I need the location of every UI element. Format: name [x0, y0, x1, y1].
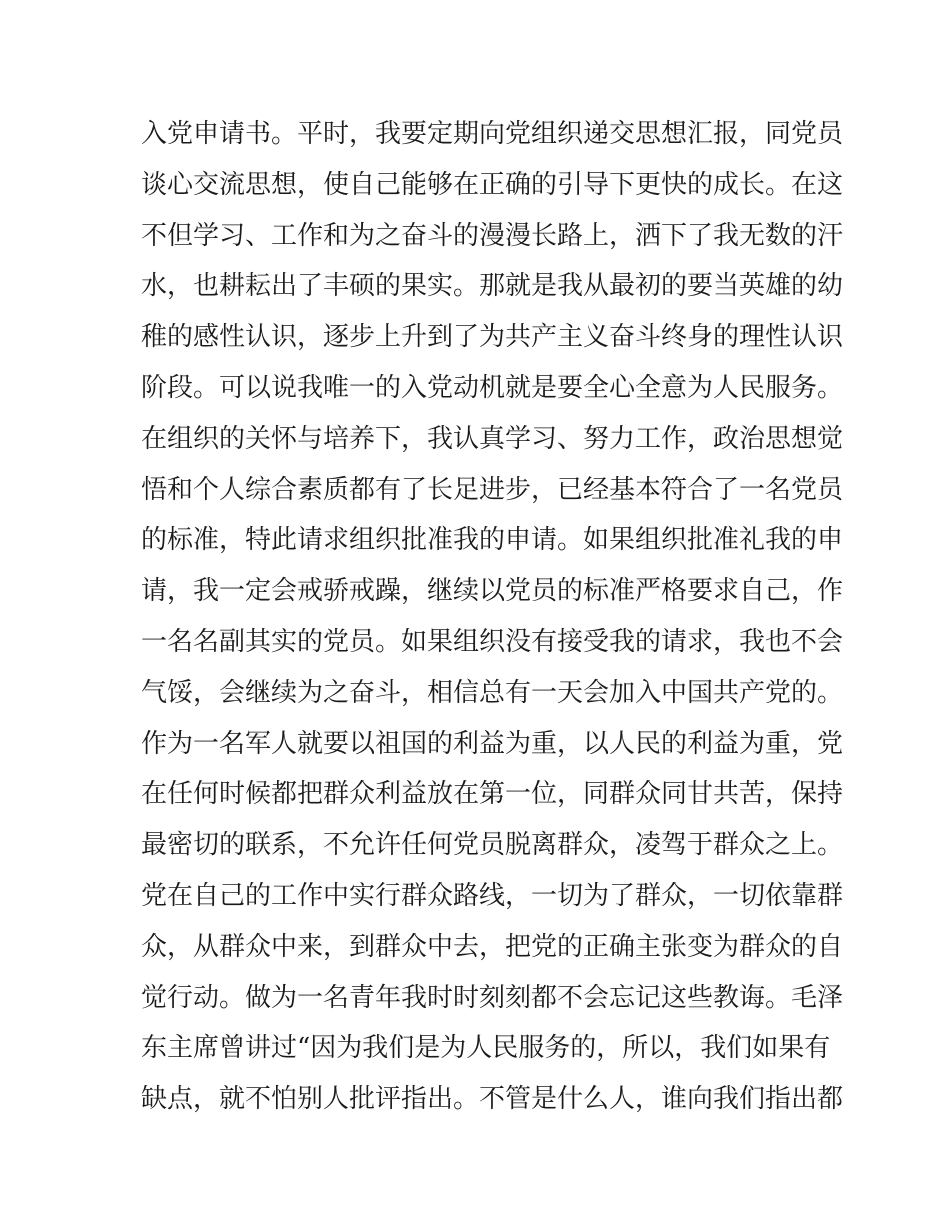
text-line: 谈心交流思想，使自己能够在正确的引导下更快的成长。在这 — [141, 169, 844, 200]
text-line: 入党申请书。平时，我要定期向党组织递交思想汇报，同党员 — [141, 119, 844, 149]
text-line: 一名名副其实的党员。如果组织没有接受我的请求，我也不会 — [141, 626, 844, 657]
text-line: 东主席曾讲过“因为我们是为人民服务的，所以，我们如果有 — [141, 1033, 831, 1064]
text-line: 在组织的关怀与培养下，我认真学习、努力工作，政治思想觉 — [141, 423, 844, 454]
text-line: 在任何时候都把群众利益放在第一位，同群众同甘共苦，保持 — [141, 779, 844, 810]
text-line: 不但学习、工作和为之奋斗的漫漫长路上，洒下了我无数的汗 — [141, 220, 844, 251]
text-line: 党在自己的工作中实行群众路线，一切为了群众，一切依靠群 — [141, 880, 844, 911]
text-line: 请，我一定会戒骄戒躁，继续以党员的标准严格要求自己，作 — [141, 576, 844, 607]
text-line: 缺点，就不怕别人批评指出。不管是什么人，谁向我们指出都 — [141, 1084, 844, 1115]
text-line: 最密切的联系，不允许任何党员脱离群众，凌驾于群众之上。 — [141, 830, 844, 861]
text-line: 觉行动。做为一名青年我时时刻刻都不会忘记这些教诲。毛泽 — [141, 982, 844, 1013]
text-line: 作为一名军人就要以祖国的利益为重，以人民的利益为重，党 — [141, 728, 844, 759]
text-line: 的标准，特此请求组织批准我的申请。如果组织批准礼我的申 — [141, 525, 844, 556]
text-line: 众，从群众中来，到群众中去，把党的正确主张变为群众的自 — [141, 931, 844, 962]
text-line: 气馁，会继续为之奋斗，相信总有一天会加入中国共产党的。 — [141, 677, 844, 708]
text-line: 悟和个人综合素质都有了长足进步，已经基本符合了一名党员 — [141, 474, 844, 505]
text-line: 水，也耕耘出了丰硕的果实。那就是我从最初的要当英雄的幼 — [141, 271, 844, 302]
text-line: 阶段。可以说我唯一的入党动机就是要全心全意为人民服务。 — [141, 372, 844, 403]
text-line: 稚的感性认识，逐步上升到了为共产主义奋斗终身的理性认识 — [141, 322, 844, 353]
body-text — [141, 109, 844, 1125]
